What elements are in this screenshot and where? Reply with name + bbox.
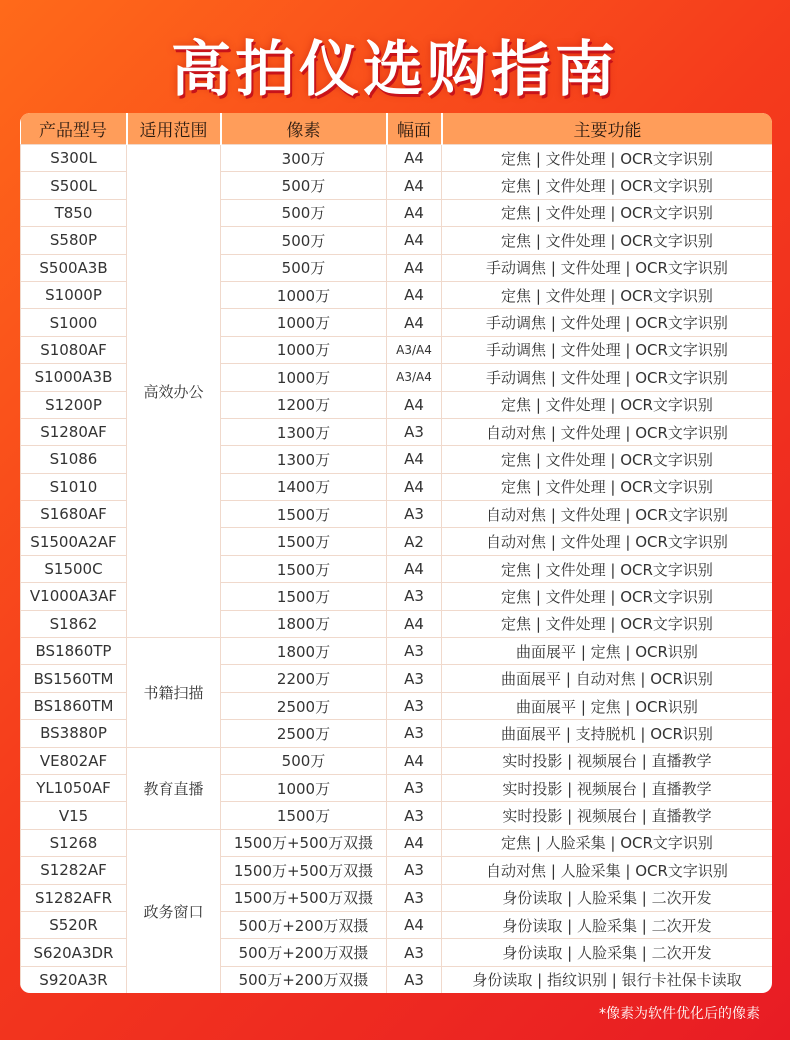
cell-features: 定焦 | 文件处理 | OCR文字识别: [442, 199, 773, 226]
product-table-container: [20, 113, 772, 993]
cell-pixels: 1500万+500万双摄: [221, 829, 387, 856]
table-header-row: [21, 113, 773, 145]
cell-format: A4: [387, 172, 442, 199]
cell-model: S1000P: [21, 281, 127, 308]
cell-model: V15: [21, 802, 127, 829]
cell-features: 定焦 | 文件处理 | OCR文字识别: [442, 583, 773, 610]
cell-model: S1280AF: [21, 418, 127, 445]
cell-features: 定焦 | 文件处理 | OCR文字识别: [442, 555, 773, 582]
cell-format: A3: [387, 802, 442, 829]
cell-format: A3: [387, 665, 442, 692]
cell-model: BS1860TM: [21, 692, 127, 719]
cell-features: 实时投影 | 视频展台 | 直播教学: [442, 802, 773, 829]
cell-model: S500L: [21, 172, 127, 199]
cell-pixels: 1500万+500万双摄: [221, 884, 387, 911]
cell-features: 身份读取 | 人脸采集 | 二次开发: [442, 939, 773, 966]
cell-format: A3: [387, 857, 442, 884]
cell-format: A3: [387, 638, 442, 665]
cell-features: 手动调焦 | 文件处理 | OCR文字识别: [442, 364, 773, 391]
cell-model: S500A3B: [21, 254, 127, 281]
cell-pixels: 1300万: [221, 418, 387, 445]
cell-pixels: 1500万: [221, 802, 387, 829]
cell-features: 定焦 | 文件处理 | OCR文字识别: [442, 281, 773, 308]
cell-model: S1000: [21, 309, 127, 336]
cell-features: 曲面展平 | 定焦 | OCR识别: [442, 638, 773, 665]
cell-format: A4: [387, 145, 442, 172]
cell-pixels: 1000万: [221, 774, 387, 801]
cell-scope: 政务窗口: [127, 829, 221, 993]
cell-pixels: 500万: [221, 172, 387, 199]
cell-model: S1268: [21, 829, 127, 856]
cell-pixels: 1800万: [221, 610, 387, 637]
cell-pixels: 2200万: [221, 665, 387, 692]
cell-model: S300L: [21, 145, 127, 172]
cell-pixels: 500万: [221, 227, 387, 254]
cell-format: A3: [387, 884, 442, 911]
cell-pixels: 1500万: [221, 501, 387, 528]
cell-model: S1200P: [21, 391, 127, 418]
cell-pixels: 300万: [221, 145, 387, 172]
cell-format: A3: [387, 939, 442, 966]
cell-format: A4: [387, 829, 442, 856]
table-body: [21, 145, 773, 994]
cell-features: 手动调焦 | 文件处理 | OCR文字识别: [442, 254, 773, 281]
cell-format: A4: [387, 281, 442, 308]
cell-features: 身份读取 | 人脸采集 | 二次开发: [442, 884, 773, 911]
cell-model: S520R: [21, 911, 127, 938]
cell-format: A4: [387, 227, 442, 254]
cell-features: 定焦 | 文件处理 | OCR文字识别: [442, 391, 773, 418]
cell-model: BS1560TM: [21, 665, 127, 692]
cell-features: 实时投影 | 视频展台 | 直播教学: [442, 747, 773, 774]
cell-format: A4: [387, 911, 442, 938]
header-pixels: 像素: [221, 113, 387, 145]
cell-format: A4: [387, 391, 442, 418]
cell-features: 自动对焦 | 人脸采集 | OCR文字识别: [442, 857, 773, 884]
cell-model: V1000A3AF: [21, 583, 127, 610]
table-row: [21, 829, 773, 856]
product-table: [20, 113, 772, 993]
header-scope: 适用范围: [127, 113, 221, 145]
header-features: 主要功能: [442, 113, 773, 145]
cell-pixels: 2500万: [221, 720, 387, 747]
cell-features: 手动调焦 | 文件处理 | OCR文字识别: [442, 336, 773, 363]
cell-pixels: 1200万: [221, 391, 387, 418]
cell-pixels: 1000万: [221, 364, 387, 391]
cell-features: 定焦 | 文件处理 | OCR文字识别: [442, 145, 773, 172]
cell-format: A3: [387, 720, 442, 747]
cell-scope: 高效办公: [127, 145, 221, 638]
cell-features: 曲面展平 | 支持脱机 | OCR识别: [442, 720, 773, 747]
cell-format: A3: [387, 966, 442, 993]
cell-pixels: 1800万: [221, 638, 387, 665]
cell-pixels: 500万+200万双摄: [221, 966, 387, 993]
cell-format: A4: [387, 473, 442, 500]
cell-format: A4: [387, 309, 442, 336]
cell-pixels: 500万: [221, 199, 387, 226]
cell-scope: 书籍扫描: [127, 638, 221, 748]
cell-pixels: 500万: [221, 254, 387, 281]
cell-features: 定焦 | 文件处理 | OCR文字识别: [442, 610, 773, 637]
cell-format: A4: [387, 199, 442, 226]
cell-features: 定焦 | 人脸采集 | OCR文字识别: [442, 829, 773, 856]
cell-format: A3: [387, 692, 442, 719]
cell-model: S580P: [21, 227, 127, 254]
header-format: 幅面: [387, 113, 442, 145]
cell-format: A3/A4: [387, 364, 442, 391]
cell-features: 身份读取 | 指纹识别 | 银行卡社保卡读取: [442, 966, 773, 993]
table-row: [21, 145, 773, 172]
cell-pixels: 500万+200万双摄: [221, 939, 387, 966]
cell-features: 曲面展平 | 自动对焦 | OCR识别: [442, 665, 773, 692]
cell-format: A4: [387, 446, 442, 473]
cell-pixels: 1300万: [221, 446, 387, 473]
cell-format: A3: [387, 418, 442, 445]
cell-model: BS3880P: [21, 720, 127, 747]
cell-pixels: 1400万: [221, 473, 387, 500]
cell-model: VE802AF: [21, 747, 127, 774]
cell-features: 自动对焦 | 文件处理 | OCR文字识别: [442, 528, 773, 555]
header-model: 产品型号: [21, 113, 127, 145]
cell-format: A4: [387, 254, 442, 281]
table-row: [21, 747, 773, 774]
cell-pixels: 1500万: [221, 555, 387, 582]
cell-pixels: 500万: [221, 747, 387, 774]
table-row: [21, 638, 773, 665]
cell-format: A2: [387, 528, 442, 555]
page-title: 高拍仪选购指南: [171, 35, 619, 105]
cell-pixels: 1000万: [221, 309, 387, 336]
footnote: *像素为软件优化后的像素: [599, 1006, 760, 1022]
cell-format: A3/A4: [387, 336, 442, 363]
cell-features: 定焦 | 文件处理 | OCR文字识别: [442, 446, 773, 473]
cell-model: S1500A2AF: [21, 528, 127, 555]
cell-pixels: 1500万: [221, 583, 387, 610]
cell-format: A3: [387, 583, 442, 610]
cell-features: 手动调焦 | 文件处理 | OCR文字识别: [442, 309, 773, 336]
cell-model: S920A3R: [21, 966, 127, 993]
cell-features: 定焦 | 文件处理 | OCR文字识别: [442, 227, 773, 254]
cell-model: S620A3DR: [21, 939, 127, 966]
cell-features: 定焦 | 文件处理 | OCR文字识别: [442, 473, 773, 500]
cell-pixels: 1500万+500万双摄: [221, 857, 387, 884]
cell-features: 曲面展平 | 定焦 | OCR识别: [442, 692, 773, 719]
cell-model: T850: [21, 199, 127, 226]
cell-pixels: 1500万: [221, 528, 387, 555]
cell-model: S1500C: [21, 555, 127, 582]
cell-features: 自动对焦 | 文件处理 | OCR文字识别: [442, 418, 773, 445]
cell-features: 定焦 | 文件处理 | OCR文字识别: [442, 172, 773, 199]
cell-pixels: 500万+200万双摄: [221, 911, 387, 938]
cell-format: A4: [387, 610, 442, 637]
cell-scope: 教育直播: [127, 747, 221, 829]
cell-model: S1282AF: [21, 857, 127, 884]
cell-model: S1680AF: [21, 501, 127, 528]
cell-model: S1086: [21, 446, 127, 473]
cell-model: S1010: [21, 473, 127, 500]
cell-pixels: 2500万: [221, 692, 387, 719]
cell-format: A3: [387, 774, 442, 801]
cell-features: 实时投影 | 视频展台 | 直播教学: [442, 774, 773, 801]
cell-model: S1000A3B: [21, 364, 127, 391]
cell-features: 身份读取 | 人脸采集 | 二次开发: [442, 911, 773, 938]
cell-format: A3: [387, 501, 442, 528]
cell-features: 自动对焦 | 文件处理 | OCR文字识别: [442, 501, 773, 528]
cell-format: A4: [387, 555, 442, 582]
cell-model: S1862: [21, 610, 127, 637]
cell-model: YL1050AF: [21, 774, 127, 801]
cell-pixels: 1000万: [221, 336, 387, 363]
cell-format: A4: [387, 747, 442, 774]
cell-pixels: 1000万: [221, 281, 387, 308]
cell-model: S1282AFR: [21, 884, 127, 911]
cell-model: S1080AF: [21, 336, 127, 363]
cell-model: BS1860TP: [21, 638, 127, 665]
